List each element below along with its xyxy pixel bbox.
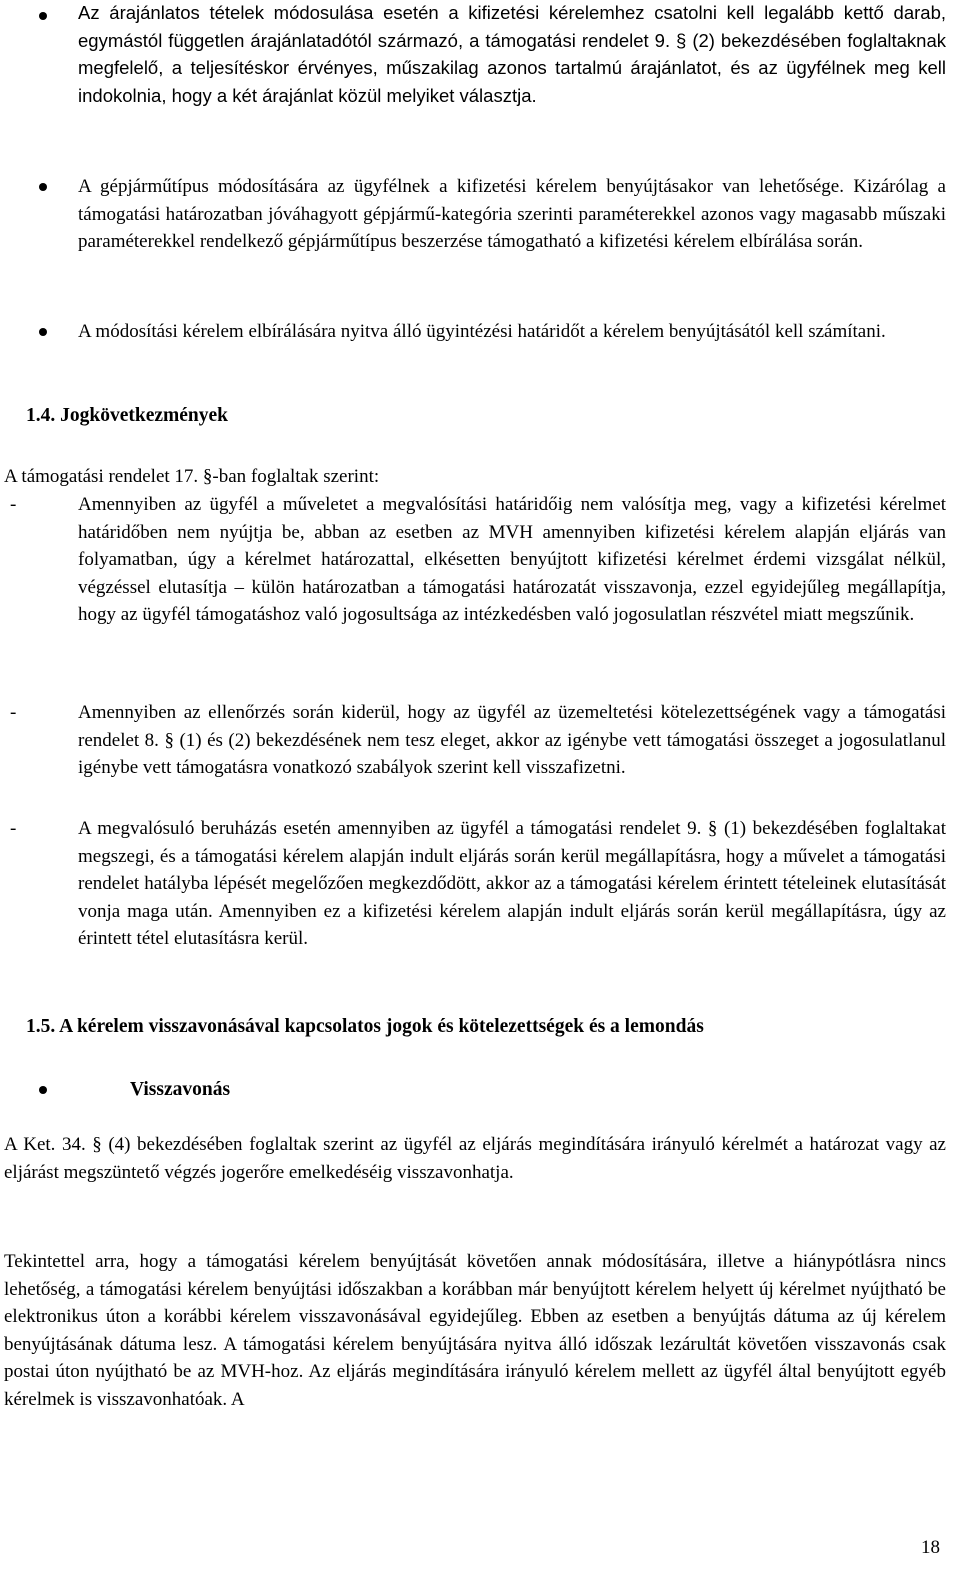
- page-number: 18: [921, 1537, 940, 1558]
- section-title: A kérelem visszavonásával kapcsolatos jogok és kötelezettségek és a lemondás: [59, 1016, 704, 1037]
- section-heading: [26, 405, 228, 427]
- bullet-text: Az árajánlatos tételek módosulása esetén a kifizetési kérelemhez csatolni kell legalább kettő darab, egymástól független árajánlatadótól származó, a támogatási rendelet 9. § (2) bekezdésében foglaltaknak megfelelő, a teljesítéskor érvényes, műszakilag azonos tartalmú árajánlatot, és az ügyfélnek meg kell indokolnia, hogy a két árajánlat közül melyiket választja.: [78, 2, 946, 106]
- section-intro: A támogatási rendelet 17. §-ban foglaltak szerint:: [4, 466, 380, 487]
- bullet-dot-icon: [39, 12, 47, 20]
- sub-bullet-title: Visszavonás: [130, 1079, 231, 1100]
- bullet-text: A módosítási kérelem elbírálására nyitva álló ügyintézési határidőt a kérelem benyújtásától kell számítani.: [78, 321, 886, 342]
- dash-marker: -: [10, 494, 17, 515]
- dash-list-text: A megvalósuló beruházás esetén amennyiben az ügyfél a támogatási rendelet 9. § (1) bekezdésében foglaltakat megszegi, és a támogatási kérelem alapján indult eljárás során kerül megállapításra, hogy a művelet a támogatási rendelet hatályba lépését megelőzően megkezdődött, akkor az a támogatási kérelem érintett tételeinek elutasítását vonja maga után. Amennyiben ez a kifizetési kérelem alapján indult eljárás során kerül megállapításra, úgy az érintett tétel elutasításra kerül.: [78, 818, 946, 950]
- paragraph: A Ket. 34. § (4) bekezdésében foglaltak szerint az ügyfél az eljárás megindítására irányuló kérelmét a határozat vagy az eljárást megszüntető végzés jogerőre emelkedéséig visszavonhatja.: [4, 1134, 946, 1183]
- paragraph: Tekintettel arra, hogy a támogatási kérelem benyújtását követően annak módosítására, illetve a hiánypótlásra nincs lehetőség, a támogatási kérelem benyújtási időszakban a korábban már benyújtott kérelem helyett új kérelmet nyújtható be elektronikus úton a korábbi kérelem visszavonásával egyidejűleg. Ebben az esetben a benyújtás dátuma az új kérelem benyújtásának dátuma lesz. A támogatási kérelem benyújtására nyitva álló időszak lezárultát követően visszavonás csak postai úton nyújtható be az MVH-hoz. Az eljárás megindítására irányuló kérelem mellett az ügyfél által benyújtott egyéb kérelmek is visszavonhatóak. A: [4, 1251, 946, 1410]
- bullet-dot-icon: [39, 328, 47, 336]
- bullet-dot-icon: [39, 183, 47, 191]
- section-title: Jogkövetkezmények: [60, 405, 229, 426]
- dash-marker: -: [10, 702, 17, 723]
- dash-list-text: Amennyiben az ellenőrzés során kiderül, hogy az ügyfél az üzemeltetési kötelezettségének vagy a támogatási rendelet 8. § (1) és (2) bekezdésének nem tesz eleget, akkor az igénybe vett támogatási összeget a jogosulatlanul igénybe vett támogatásra vonatkozó szabályok szerint kell visszafizetni.: [78, 702, 946, 779]
- section-number: 1.5.: [26, 1016, 56, 1037]
- section-heading: [26, 1016, 704, 1038]
- dash-marker: -: [10, 818, 17, 839]
- bullet-text: A gépjárműtípus módosítására az ügyfélnek a kifizetési kérelem benyújtásakor van lehetősége. Kizárólag a támogatási határozatban jóváhagyott gépjármű-kategória szerinti paraméterekkel azonos vagy magasabb műszaki paraméterekkel rendelkező gépjárműtípus beszerzése támogatható a kifizetési kérelem elbírálása során.: [78, 176, 946, 253]
- section-number: 1.4.: [26, 405, 56, 426]
- dash-list-text: Amennyiben az ügyfél a műveletet a megvalósítási határidőig nem valósítja meg, vagy a kifizetési kérelmet határidőben nem nyújtja be, abban az esetben az MVH amennyiben kifizetési kérelem alapján eljárás van folyamatban, úgy a kérelmet határozattal, elkésetten benyújtott kifizetési kérelmet érdemi vizsgálat nélkül, végzéssel elutasítja – külön határozatban a támogatási határozatát visszavonja, ezzel egyidejűleg megállapítja, hogy az ügyfél támogatáshoz való jogosultsága az intézkedésben való jogosulatlan részvétel miatt megszűnik.: [78, 494, 946, 626]
- bullet-dot-icon: [39, 1086, 47, 1094]
